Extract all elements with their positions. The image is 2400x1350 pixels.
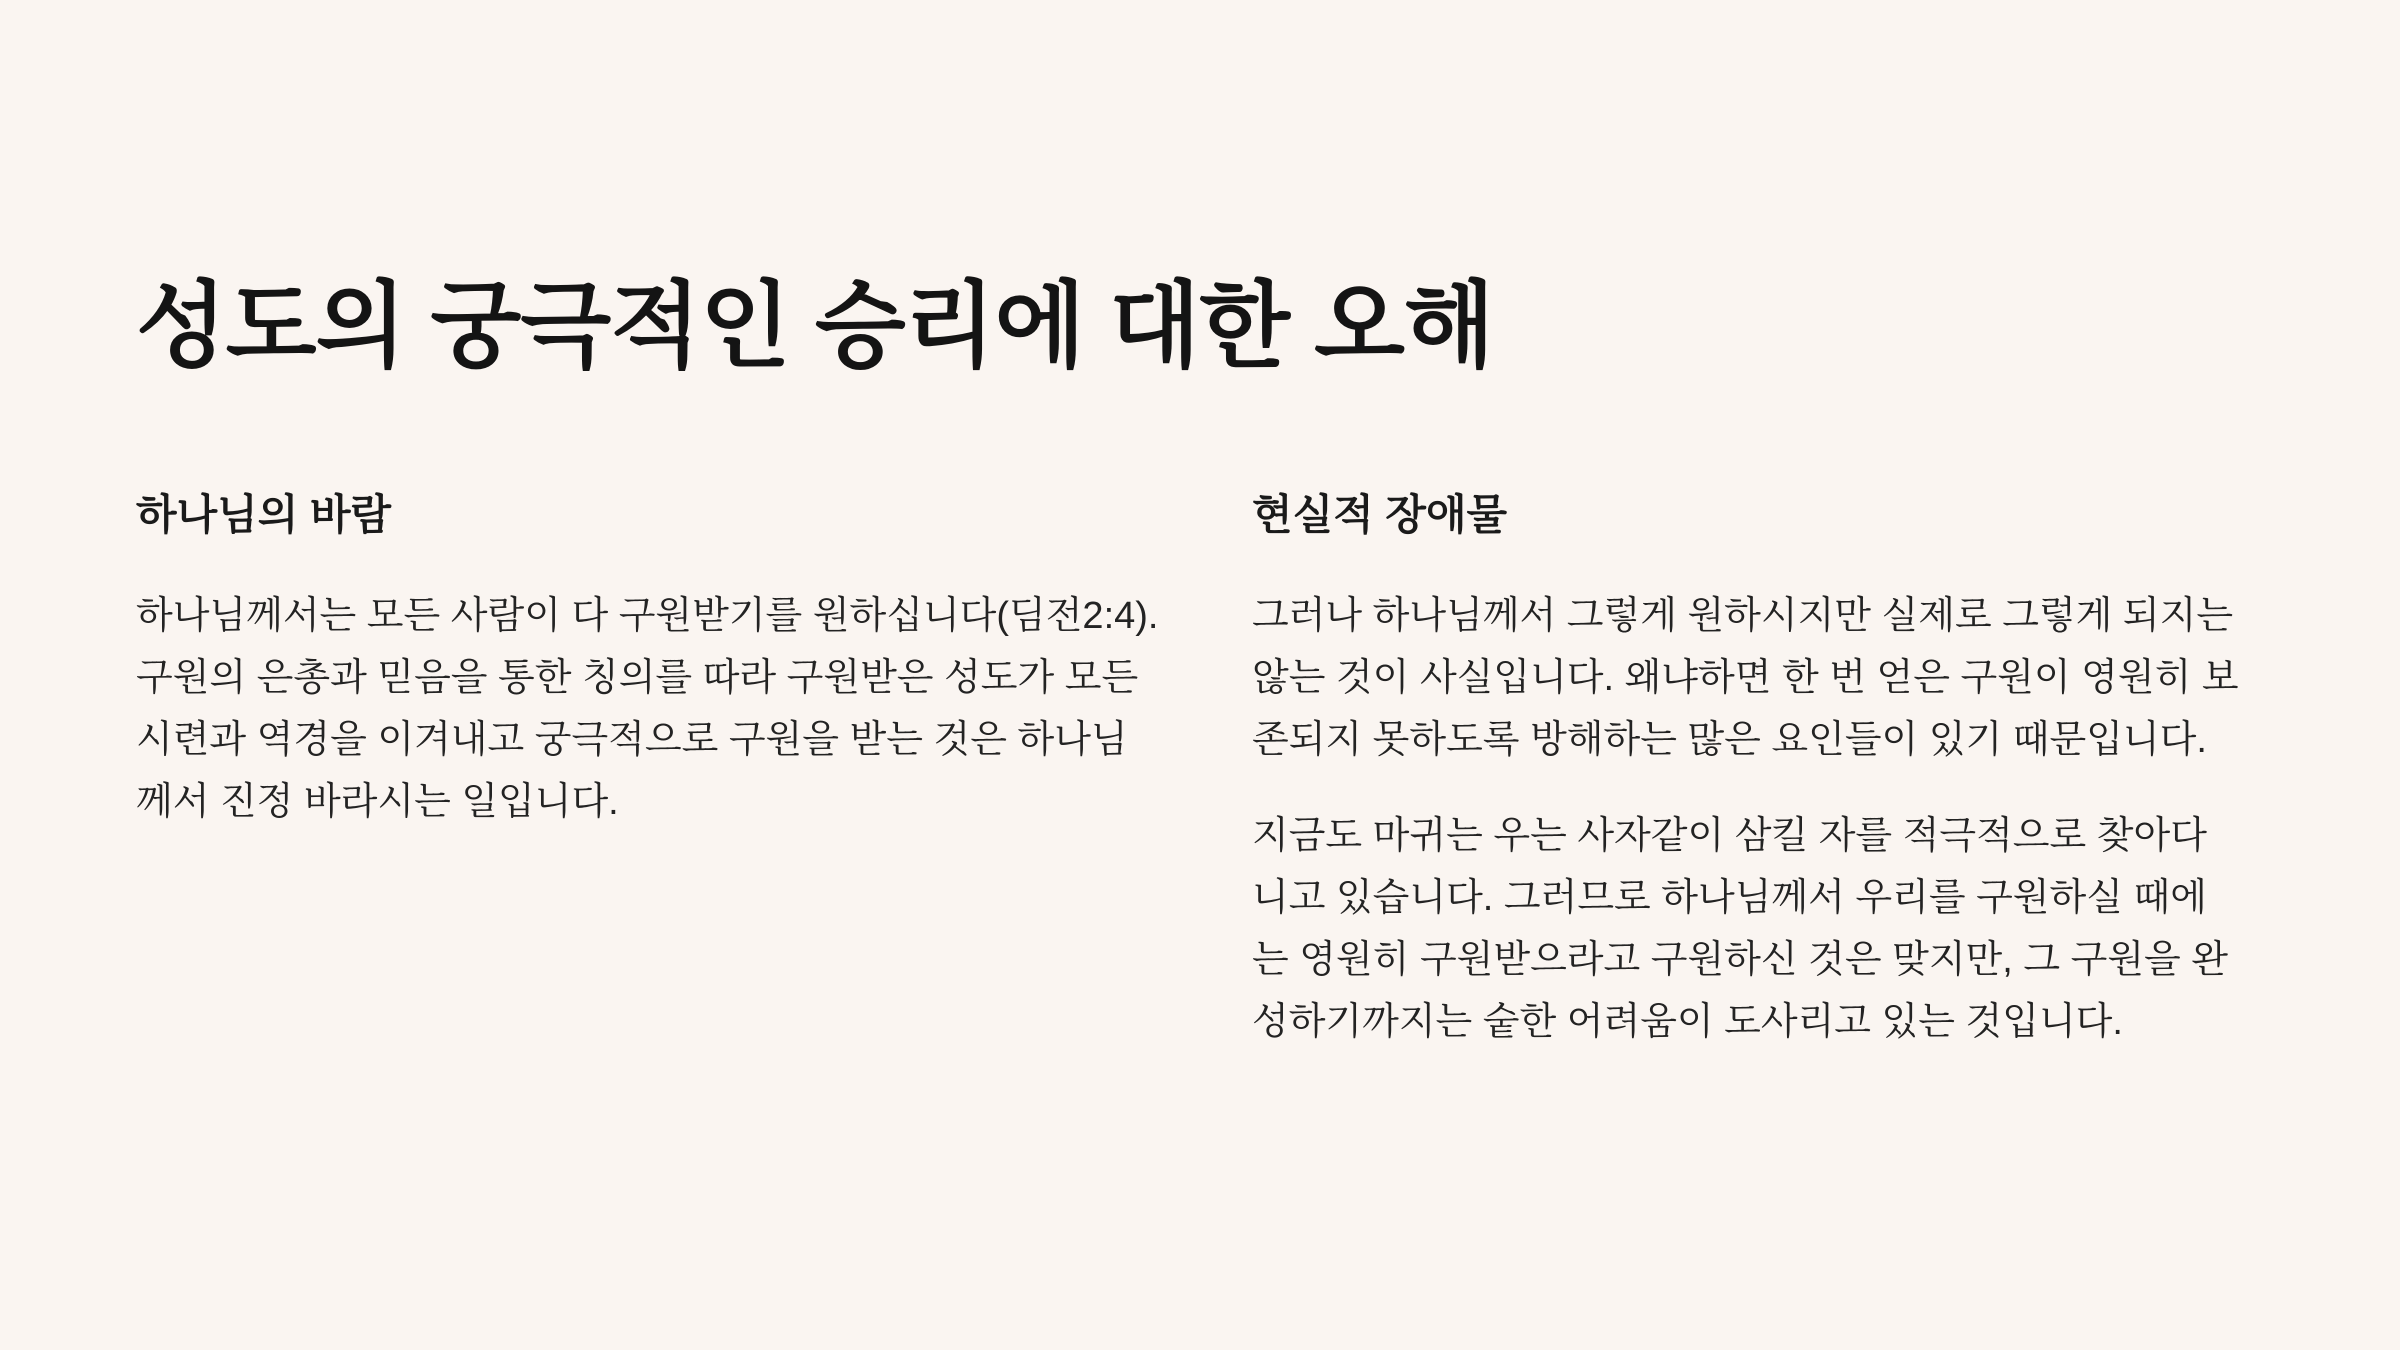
two-column-layout — [136, 488, 2240, 1053]
column-realistic-obstacles — [1252, 488, 2240, 1053]
column-left-heading: 하나님의 바람 — [136, 491, 392, 539]
column-left-paragraph: 하나님께서는 모든 사람이 다 구원받기를 원하십니다(딤전2:4). 구원의 은총과 믿음을 통한 칭의를 따라 구원받은 성도가 모든 시련과 역경을 이겨내고 궁극적으로 구원을 받는 것은 하나님께서 진정 바라시는 일입니다. — [136, 594, 1159, 823]
page-title: 성도의 궁극적인 승리에 대한 오해 — [136, 273, 1494, 378]
column-right-paragraph-1: 그러나 하나님께서 그렇게 원하시지만 실제로 그렇게 되지는 않는 것이 사실입니다. 왜냐하면 한 번 얻은 구원이 영원히 보존되지 못하도록 방해하는 많은 요인들이 있기 때문입니다. — [1252, 594, 2239, 761]
column-gods-wish — [136, 488, 1164, 833]
column-right-paragraph-2: 지금도 마귀는 우는 사자같이 삼킬 자를 적극적으로 찾아다니고 있습니다. 그러므로 하나님께서 우리를 구원하실 때에는 영원히 구원받으라고 구원하신 것은 맞지만, 그 구원을 완성하기까지는 숱한 어려움이 도사리고 있는 것입니다. — [1252, 814, 2229, 1043]
column-right-heading: 현실적 장애물 — [1252, 491, 1508, 539]
